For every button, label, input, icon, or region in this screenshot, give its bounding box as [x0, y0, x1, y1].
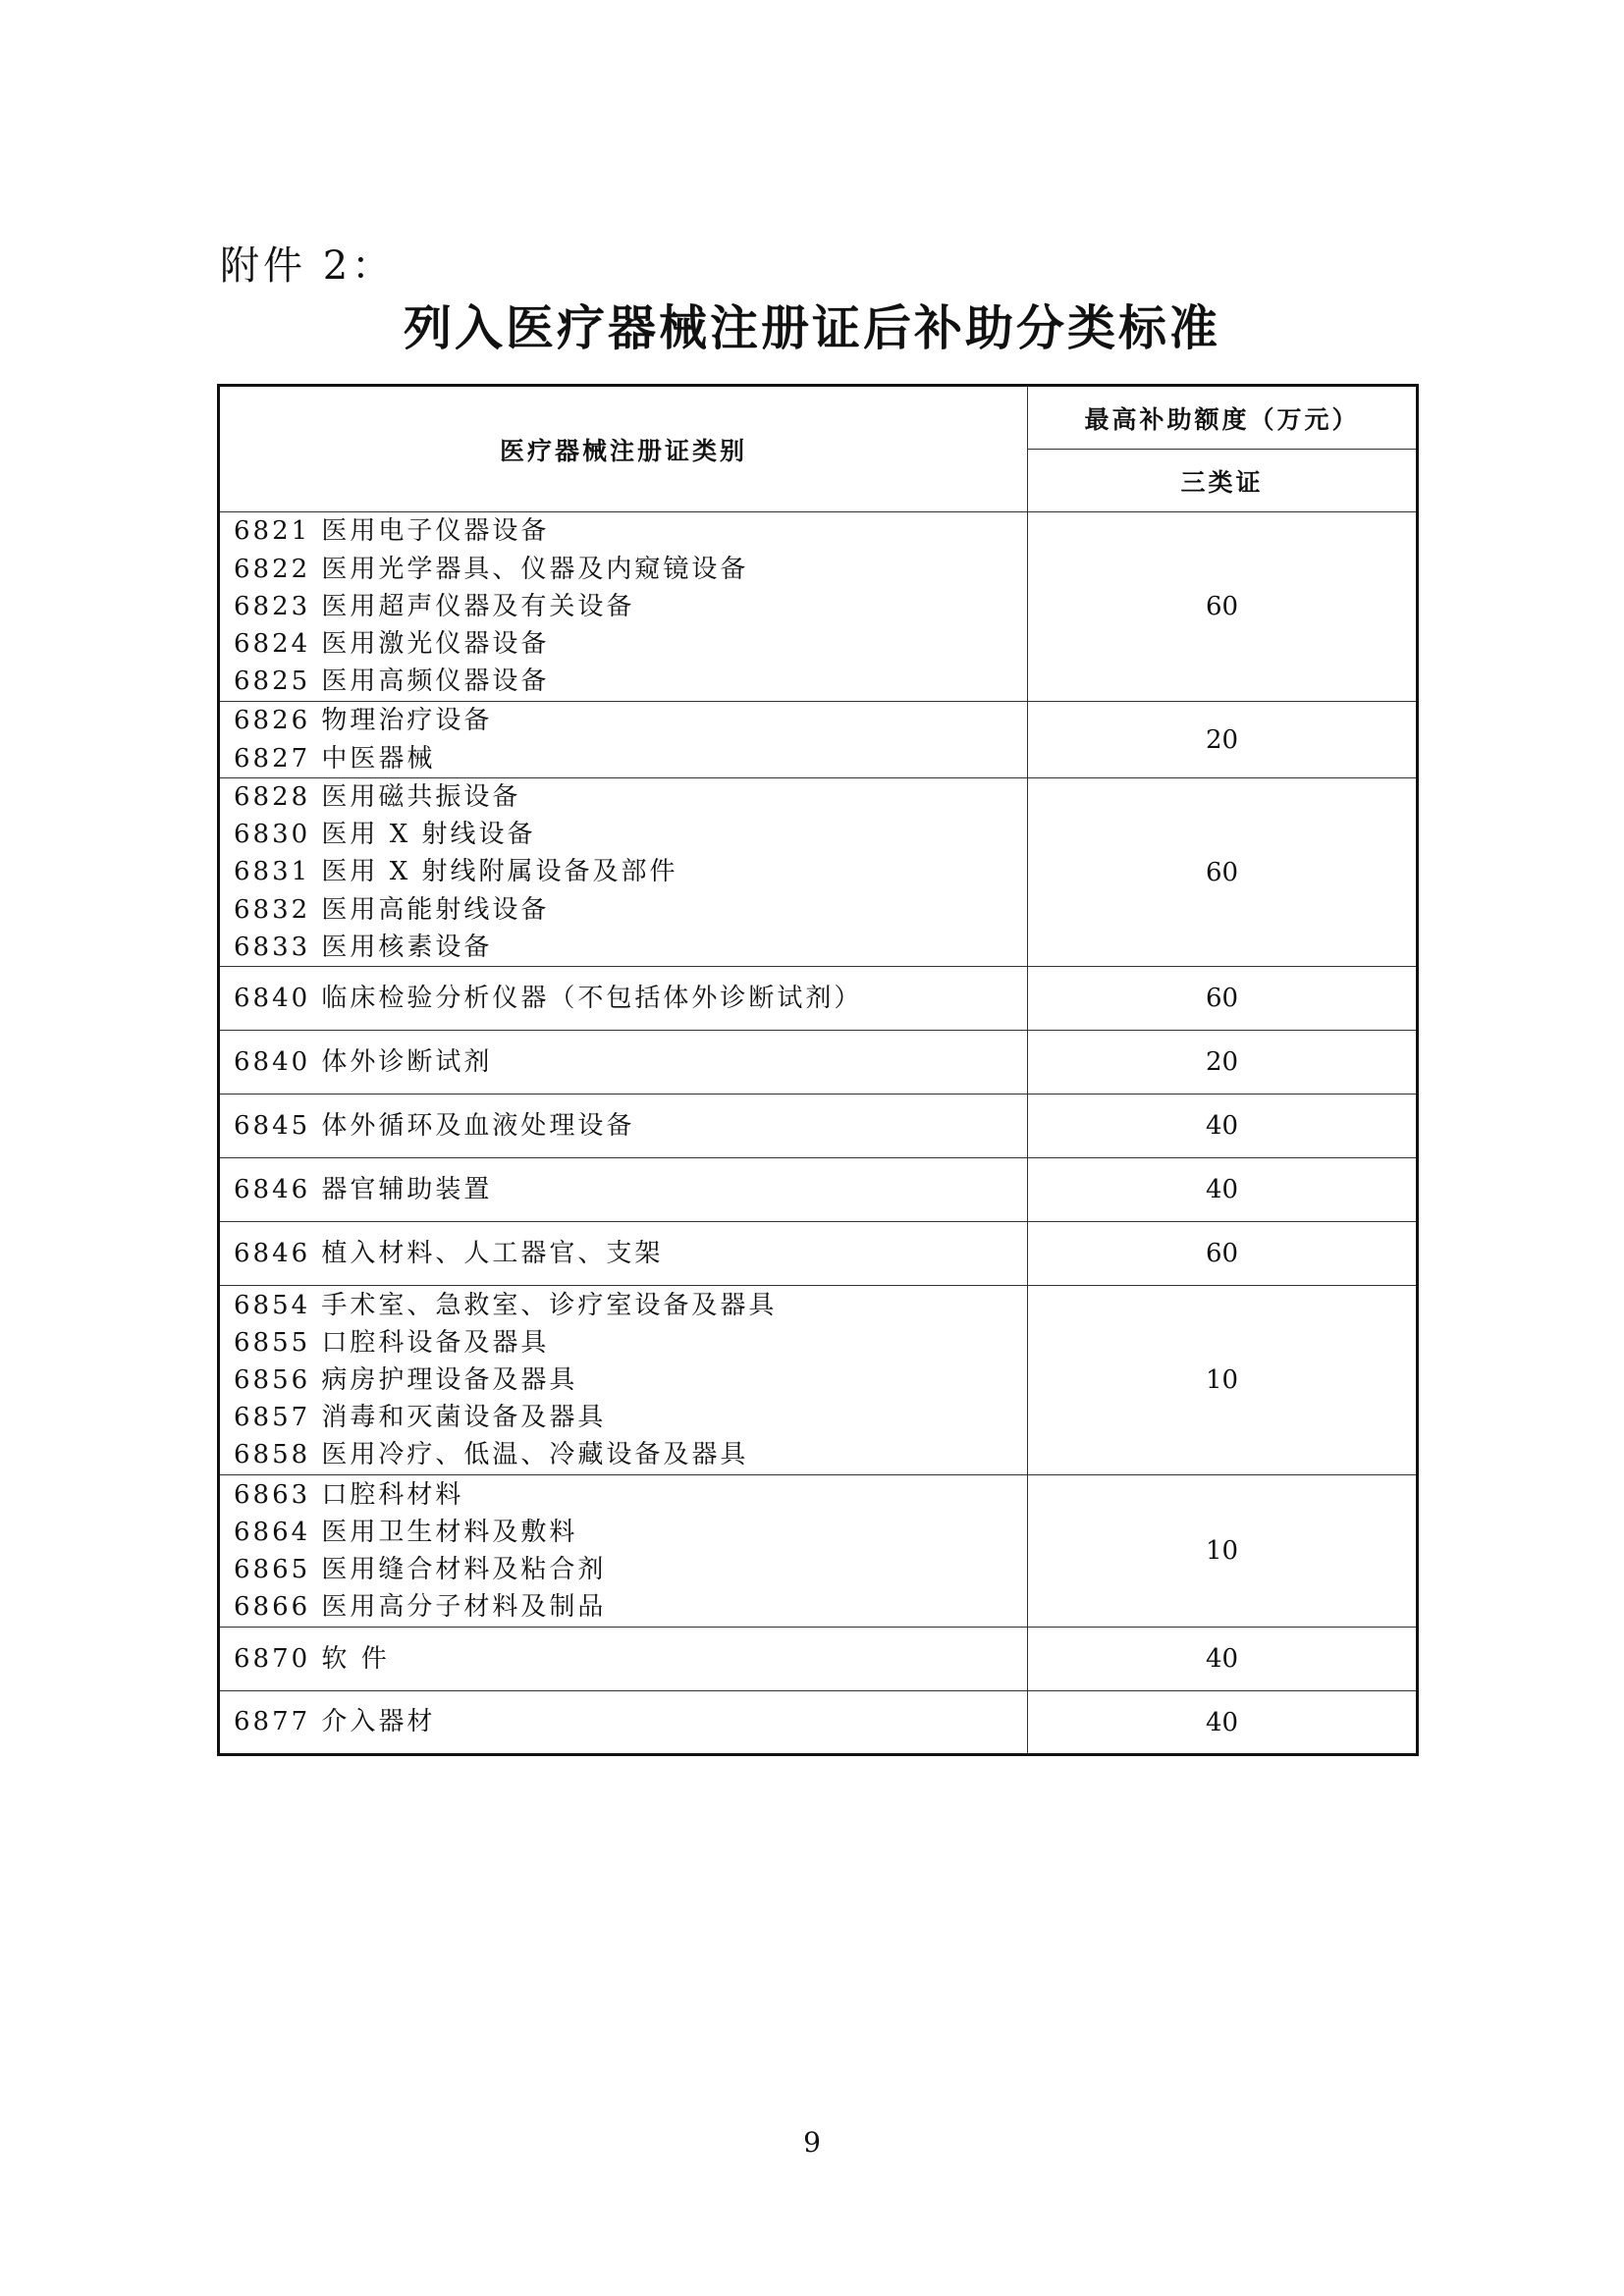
- amount-cell: 60: [1028, 512, 1418, 702]
- table-row: [219, 1475, 1418, 1628]
- category-line: 6856 病房护理设备及器具: [234, 1364, 578, 1395]
- table-row: [219, 1628, 1418, 1691]
- category-cell: [219, 1095, 1028, 1158]
- category-cell: [219, 1475, 1028, 1628]
- table-row: [219, 967, 1418, 1031]
- page-title: 列入医疗器械注册证后补助分类标准: [403, 300, 1220, 356]
- category-line: 6828 医用磁共振设备: [234, 782, 521, 812]
- category-line: 6846 器官辅助装置: [234, 1174, 493, 1204]
- category-line: 6823 医用超声仪器及有关设备: [234, 591, 635, 621]
- category-cell: [219, 778, 1028, 967]
- category-cell: [219, 967, 1028, 1031]
- subsidy-table: [217, 384, 1419, 1756]
- table-row: [219, 1031, 1418, 1095]
- category-line: 6827 中医器械: [234, 743, 436, 774]
- attachment-label: 附件 2：: [220, 243, 396, 289]
- header-subcolumn: 三类证: [1028, 450, 1418, 512]
- category-line: 6870 软 件: [234, 1643, 390, 1674]
- category-line: 6865 医用缝合材料及粘合剂: [234, 1555, 607, 1585]
- category-line: 6826 物理治疗设备: [234, 706, 493, 736]
- amount-cell: 20: [1028, 1031, 1418, 1095]
- category-line: 6830 医用 X 射线设备: [234, 820, 536, 850]
- amount-cell: 40: [1028, 1095, 1418, 1158]
- category-line: 6855 口腔科设备及器具: [234, 1327, 550, 1358]
- table-row: [219, 1222, 1418, 1286]
- category-line: 6840 体外诊断试剂: [234, 1046, 493, 1077]
- category-line: 6824 医用激光仪器设备: [234, 629, 550, 660]
- table-row: [219, 702, 1418, 778]
- category-line: 6832 医用高能射线设备: [234, 894, 550, 925]
- category-line: 6854 手术室、急救室、诊疗室设备及器具: [234, 1290, 778, 1320]
- category-line: 6864 医用卫生材料及敷料: [234, 1517, 578, 1547]
- category-line: 6840 临床检验分析仪器（不包括体外诊断试剂）: [234, 983, 863, 1013]
- table-row: [219, 1095, 1418, 1158]
- category-line: 6821 医用电子仪器设备: [234, 516, 550, 547]
- category-cell: [219, 1286, 1028, 1475]
- category-line: 6833 医用核素设备: [234, 932, 493, 962]
- category-line: 6857 消毒和灭菌设备及器具: [234, 1403, 607, 1433]
- amount-cell: 10: [1028, 1286, 1418, 1475]
- header-amount: 最高补助额度（万元）: [1028, 386, 1418, 450]
- category-line: 6877 介入器材: [234, 1707, 436, 1737]
- table-row: [219, 1158, 1418, 1222]
- table-row: [219, 778, 1418, 967]
- category-cell: [219, 702, 1028, 778]
- category-cell: [219, 1158, 1028, 1222]
- table-row: [219, 512, 1418, 702]
- category-line: 6825 医用高频仪器设备: [234, 667, 550, 697]
- category-cell: [219, 512, 1028, 702]
- amount-cell: 10: [1028, 1475, 1418, 1628]
- category-line: 6845 体外循环及血液处理设备: [234, 1110, 635, 1141]
- amount-cell: 60: [1028, 967, 1418, 1031]
- amount-cell: 40: [1028, 1628, 1418, 1691]
- category-line: 6831 医用 X 射线附属设备及部件: [234, 857, 678, 887]
- header-category: 医疗器械注册证类别: [219, 386, 1028, 512]
- category-cell: [219, 1222, 1028, 1286]
- page-number: 9: [803, 2126, 821, 2159]
- category-line: 6866 医用高分子材料及制品: [234, 1592, 607, 1623]
- category-cell: [219, 1628, 1028, 1691]
- category-cell: [219, 1691, 1028, 1755]
- table-row: [219, 1286, 1418, 1475]
- table-row: [219, 1691, 1418, 1755]
- amount-cell: 60: [1028, 1222, 1418, 1286]
- amount-cell: 40: [1028, 1691, 1418, 1755]
- category-line: 6863 口腔科材料: [234, 1479, 464, 1510]
- category-cell: [219, 1031, 1028, 1095]
- amount-cell: 20: [1028, 702, 1418, 778]
- category-line: 6822 医用光学器具、仪器及内窥镜设备: [234, 554, 749, 584]
- amount-cell: 60: [1028, 778, 1418, 967]
- category-line: 6858 医用冷疗、低温、冷藏设备及器具: [234, 1440, 749, 1470]
- category-line: 6846 植入材料、人工器官、支架: [234, 1238, 664, 1268]
- amount-cell: 40: [1028, 1158, 1418, 1222]
